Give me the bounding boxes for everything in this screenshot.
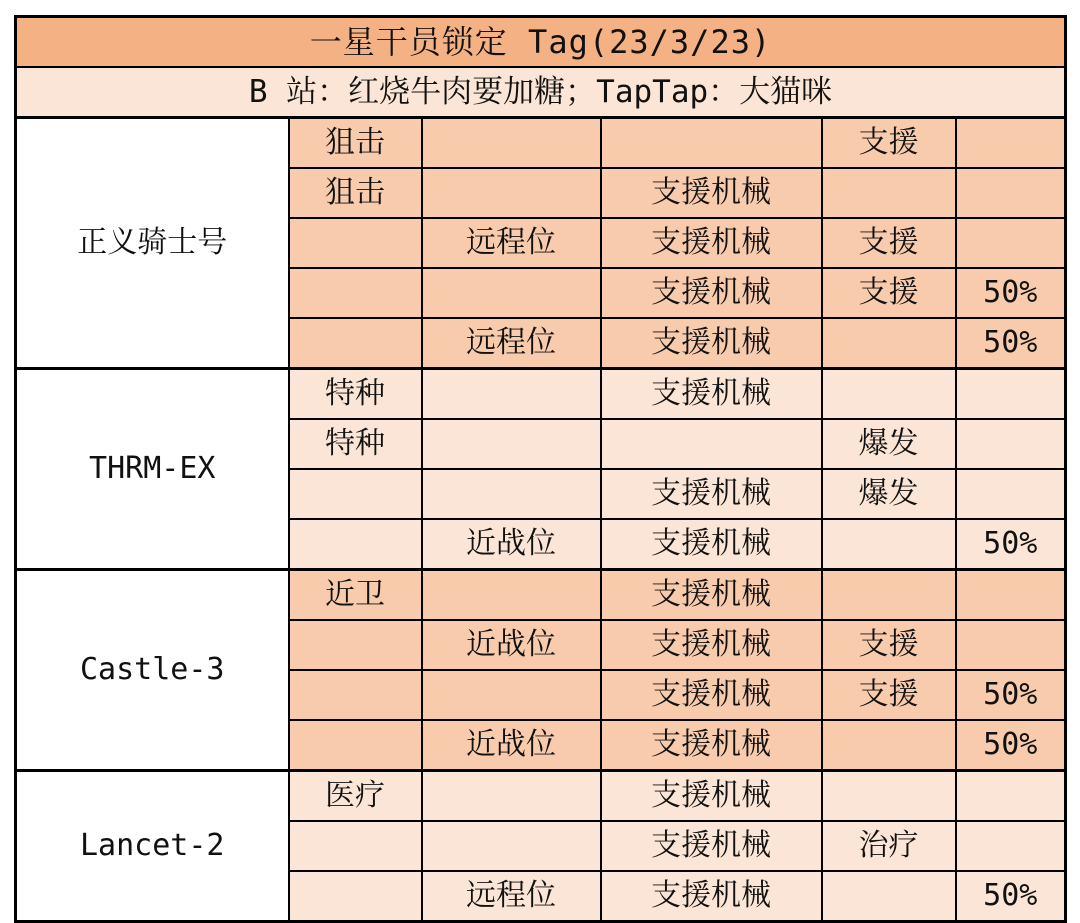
- extra-tag-cell: 支援: [822, 218, 956, 268]
- chance-cell: 50%: [956, 871, 1066, 922]
- position-tag-cell: [422, 419, 601, 469]
- extra-tag-cell: 爆发: [822, 419, 956, 469]
- position-tag-cell: [422, 118, 601, 169]
- chance-cell: [956, 821, 1066, 871]
- chance-cell: [956, 419, 1066, 469]
- chance-cell: [956, 771, 1066, 822]
- extra-tag-cell: [822, 168, 956, 218]
- position-tag-cell: [422, 168, 601, 218]
- robot-tag-cell: 支援机械: [601, 168, 822, 218]
- chance-cell: [956, 218, 1066, 268]
- class-tag-cell: 医疗: [289, 771, 422, 822]
- robot-tag-cell: 支援机械: [601, 570, 822, 621]
- tag-row: [16, 369, 1066, 420]
- class-tag-cell: 狙击: [289, 118, 422, 169]
- robot-tag-cell: [601, 419, 822, 469]
- tag-row: [16, 570, 1066, 621]
- class-tag-cell: [289, 871, 422, 922]
- chance-cell: 50%: [956, 318, 1066, 369]
- class-tag-cell: [289, 218, 422, 268]
- extra-tag-cell: [822, 318, 956, 369]
- extra-tag-cell: [822, 871, 956, 922]
- operator-name-cell: Lancet-2: [16, 771, 289, 922]
- class-tag-cell: 特种: [289, 369, 422, 420]
- robot-tag-cell: 支援机械: [601, 720, 822, 771]
- class-tag-cell: [289, 318, 422, 369]
- class-tag-cell: [289, 670, 422, 720]
- robot-tag-cell: 支援机械: [601, 620, 822, 670]
- extra-tag-cell: [822, 771, 956, 822]
- chance-cell: [956, 620, 1066, 670]
- class-tag-cell: [289, 720, 422, 771]
- tag-row: [16, 118, 1066, 169]
- tag-row: [16, 771, 1066, 822]
- extra-tag-cell: 爆发: [822, 469, 956, 519]
- sheet-title: 一星干员锁定 Tag(23/3/23): [16, 17, 1066, 68]
- robot-tag-cell: 支援机械: [601, 821, 822, 871]
- extra-tag-cell: 支援: [822, 620, 956, 670]
- title-row: [16, 17, 1066, 68]
- extra-tag-cell: 治疗: [822, 821, 956, 871]
- position-tag-cell: [422, 570, 601, 621]
- position-tag-cell: [422, 821, 601, 871]
- class-tag-cell: 近卫: [289, 570, 422, 621]
- robot-tag-cell: 支援机械: [601, 519, 822, 570]
- robot-tag-cell: 支援机械: [601, 871, 822, 922]
- robot-tag-cell: 支援机械: [601, 670, 822, 720]
- class-tag-cell: [289, 268, 422, 318]
- position-tag-cell: 远程位: [422, 318, 601, 369]
- position-tag-cell: [422, 670, 601, 720]
- robot-tag-cell: 支援机械: [601, 218, 822, 268]
- tag-lock-sheet: [14, 15, 1067, 923]
- robot-tag-cell: 支援机械: [601, 268, 822, 318]
- sheet-subtitle: B 站：红烧牛肉要加糖；TapTap：大猫咪: [16, 67, 1066, 118]
- extra-tag-cell: 支援: [822, 670, 956, 720]
- position-tag-cell: 远程位: [422, 218, 601, 268]
- class-tag-cell: 狙击: [289, 168, 422, 218]
- extra-tag-cell: [822, 369, 956, 420]
- chance-cell: [956, 168, 1066, 218]
- position-tag-cell: 近战位: [422, 519, 601, 570]
- position-tag-cell: 近战位: [422, 720, 601, 771]
- robot-tag-cell: 支援机械: [601, 318, 822, 369]
- extra-tag-cell: [822, 720, 956, 771]
- chance-cell: 50%: [956, 519, 1066, 570]
- tag-lock-table: [14, 15, 1067, 923]
- extra-tag-cell: [822, 519, 956, 570]
- position-tag-cell: [422, 268, 601, 318]
- tag-rows-body: [16, 118, 1066, 922]
- chance-cell: [956, 369, 1066, 420]
- position-tag-cell: 远程位: [422, 871, 601, 922]
- operator-name-cell: 正义骑士号: [16, 118, 289, 369]
- extra-tag-cell: 支援: [822, 268, 956, 318]
- position-tag-cell: 近战位: [422, 620, 601, 670]
- position-tag-cell: [422, 771, 601, 822]
- class-tag-cell: [289, 620, 422, 670]
- subtitle-row: [16, 67, 1066, 118]
- robot-tag-cell: [601, 118, 822, 169]
- chance-cell: [956, 469, 1066, 519]
- robot-tag-cell: 支援机械: [601, 369, 822, 420]
- robot-tag-cell: 支援机械: [601, 771, 822, 822]
- chance-cell: [956, 570, 1066, 621]
- extra-tag-cell: 支援: [822, 118, 956, 169]
- chance-cell: 50%: [956, 670, 1066, 720]
- class-tag-cell: [289, 821, 422, 871]
- operator-name-cell: THRM-EX: [16, 369, 289, 570]
- chance-cell: 50%: [956, 268, 1066, 318]
- class-tag-cell: 特种: [289, 419, 422, 469]
- chance-cell: 50%: [956, 720, 1066, 771]
- position-tag-cell: [422, 469, 601, 519]
- operator-name-cell: Castle-3: [16, 570, 289, 771]
- chance-cell: [956, 118, 1066, 169]
- class-tag-cell: [289, 519, 422, 570]
- extra-tag-cell: [822, 570, 956, 621]
- position-tag-cell: [422, 369, 601, 420]
- robot-tag-cell: 支援机械: [601, 469, 822, 519]
- class-tag-cell: [289, 469, 422, 519]
